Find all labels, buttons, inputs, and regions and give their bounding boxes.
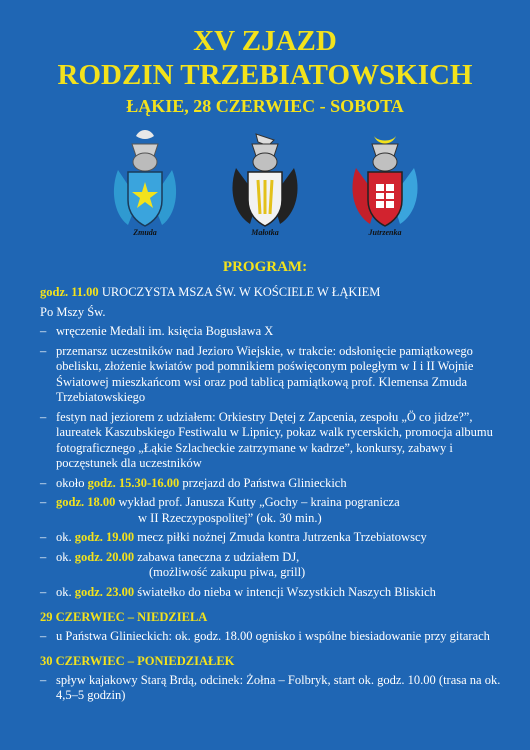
coat-of-arms-row <box>0 130 530 240</box>
list-item: – godz. 18.00 wykład prof. Janusza Kutty „Gochy – kraina pogranicza w II Rzeczypospolitej” (ok. 30 min.) <box>40 495 400 525</box>
event-date-subtitle: ŁĄKIE, 28 CZERWIEC - SOBOTA <box>126 96 404 116</box>
crest-label-zmuda: Zmuda <box>133 228 157 237</box>
list-item: – ok. godz. 19.00 mecz piłki nożnej Zmuda kontra Jutrzenka Trzebiatowscy <box>40 530 427 544</box>
mass-time: godz. 11.00 <box>40 285 99 299</box>
title-line-2: RODZIN TRZEBIATOWSKICH <box>57 59 473 91</box>
list-item: – u Państwa Glinieckich: ok. godz. 18.00 ognisko i wspólne biesiadowanie przy gitarach <box>40 628 490 643</box>
jutrzenka-crest-icon <box>348 130 422 234</box>
mass-text: UROCZYSTA MSZA ŚW. W KOŚCIELE W ŁĄKIEM <box>98 285 381 299</box>
zmuda-crest-icon <box>108 130 182 234</box>
list-item: – wręczenie Medali im. księcia Bogusława X <box>40 324 274 338</box>
title-line-1: XV ZJAZD <box>193 25 337 57</box>
list-item: – przemarsz uczestników nad Jezioro Wiejskie, w trakcie: odsłonięcie pamiątkowego obelisku, złożenie kwiatów pod pomnikiem poświęconym poległym w I i II Wojnie Światowej mieszkańcom wsi oraz pod tablicą pamiątkową prof. Klemensa Zmuda Trzebiatowskiego <box>40 343 474 404</box>
program-content <box>40 285 504 708</box>
list-item: – około godz. 15.30-16.00 przejazd do Państwa Glinieckich <box>40 475 347 490</box>
crest-jutrzenka <box>348 130 422 240</box>
sunday-heading: 29 CZERWIEC – NIEDZIELA <box>40 610 208 624</box>
after-mass-line: Po Mszy Św. <box>40 304 106 319</box>
list-item: – spływ kajakowy Starą Brdą, odcinek: Żołna – Folbryk, start ok. godz. 10.00 (trasa na ok. 4,5–5 godzin) <box>40 672 501 702</box>
crest-zmuda <box>108 130 182 240</box>
program-heading: PROGRAM: <box>222 259 308 275</box>
crest-label-jutrzenka: Jutrzenka <box>368 228 402 237</box>
mass-line <box>40 285 504 301</box>
list-item: – ok. godz. 20.00 zabawa taneczna z udziałem DJ, (możliwość zakupu piwa, grill) <box>40 549 306 579</box>
poster-header <box>0 24 530 118</box>
crest-malotka <box>228 130 302 240</box>
list-item: – festyn nad jeziorem z udziałem: Orkiestry Dętej z Zapcenia, zespołu „Ö co jidze?”, laureatek Kaszubskiego Festiwalu w Lipnicy, pokaz walk rycerskich, promocja albumu fotograficznego „Łąkie Szlacheckie zatrzymane w kadrze”, konkursy, zabawy i poczęstunek dla uczestników <box>40 409 493 470</box>
crest-label-malotka: Małotka <box>251 228 279 237</box>
malotka-crest-icon <box>228 130 302 234</box>
list-item: – ok. godz. 23.00 światełko do nieba w intencji Wszystkich Naszych Bliskich <box>40 584 436 599</box>
monday-heading: 30 CZERWIEC – PONIEDZIAŁEK <box>40 654 235 668</box>
